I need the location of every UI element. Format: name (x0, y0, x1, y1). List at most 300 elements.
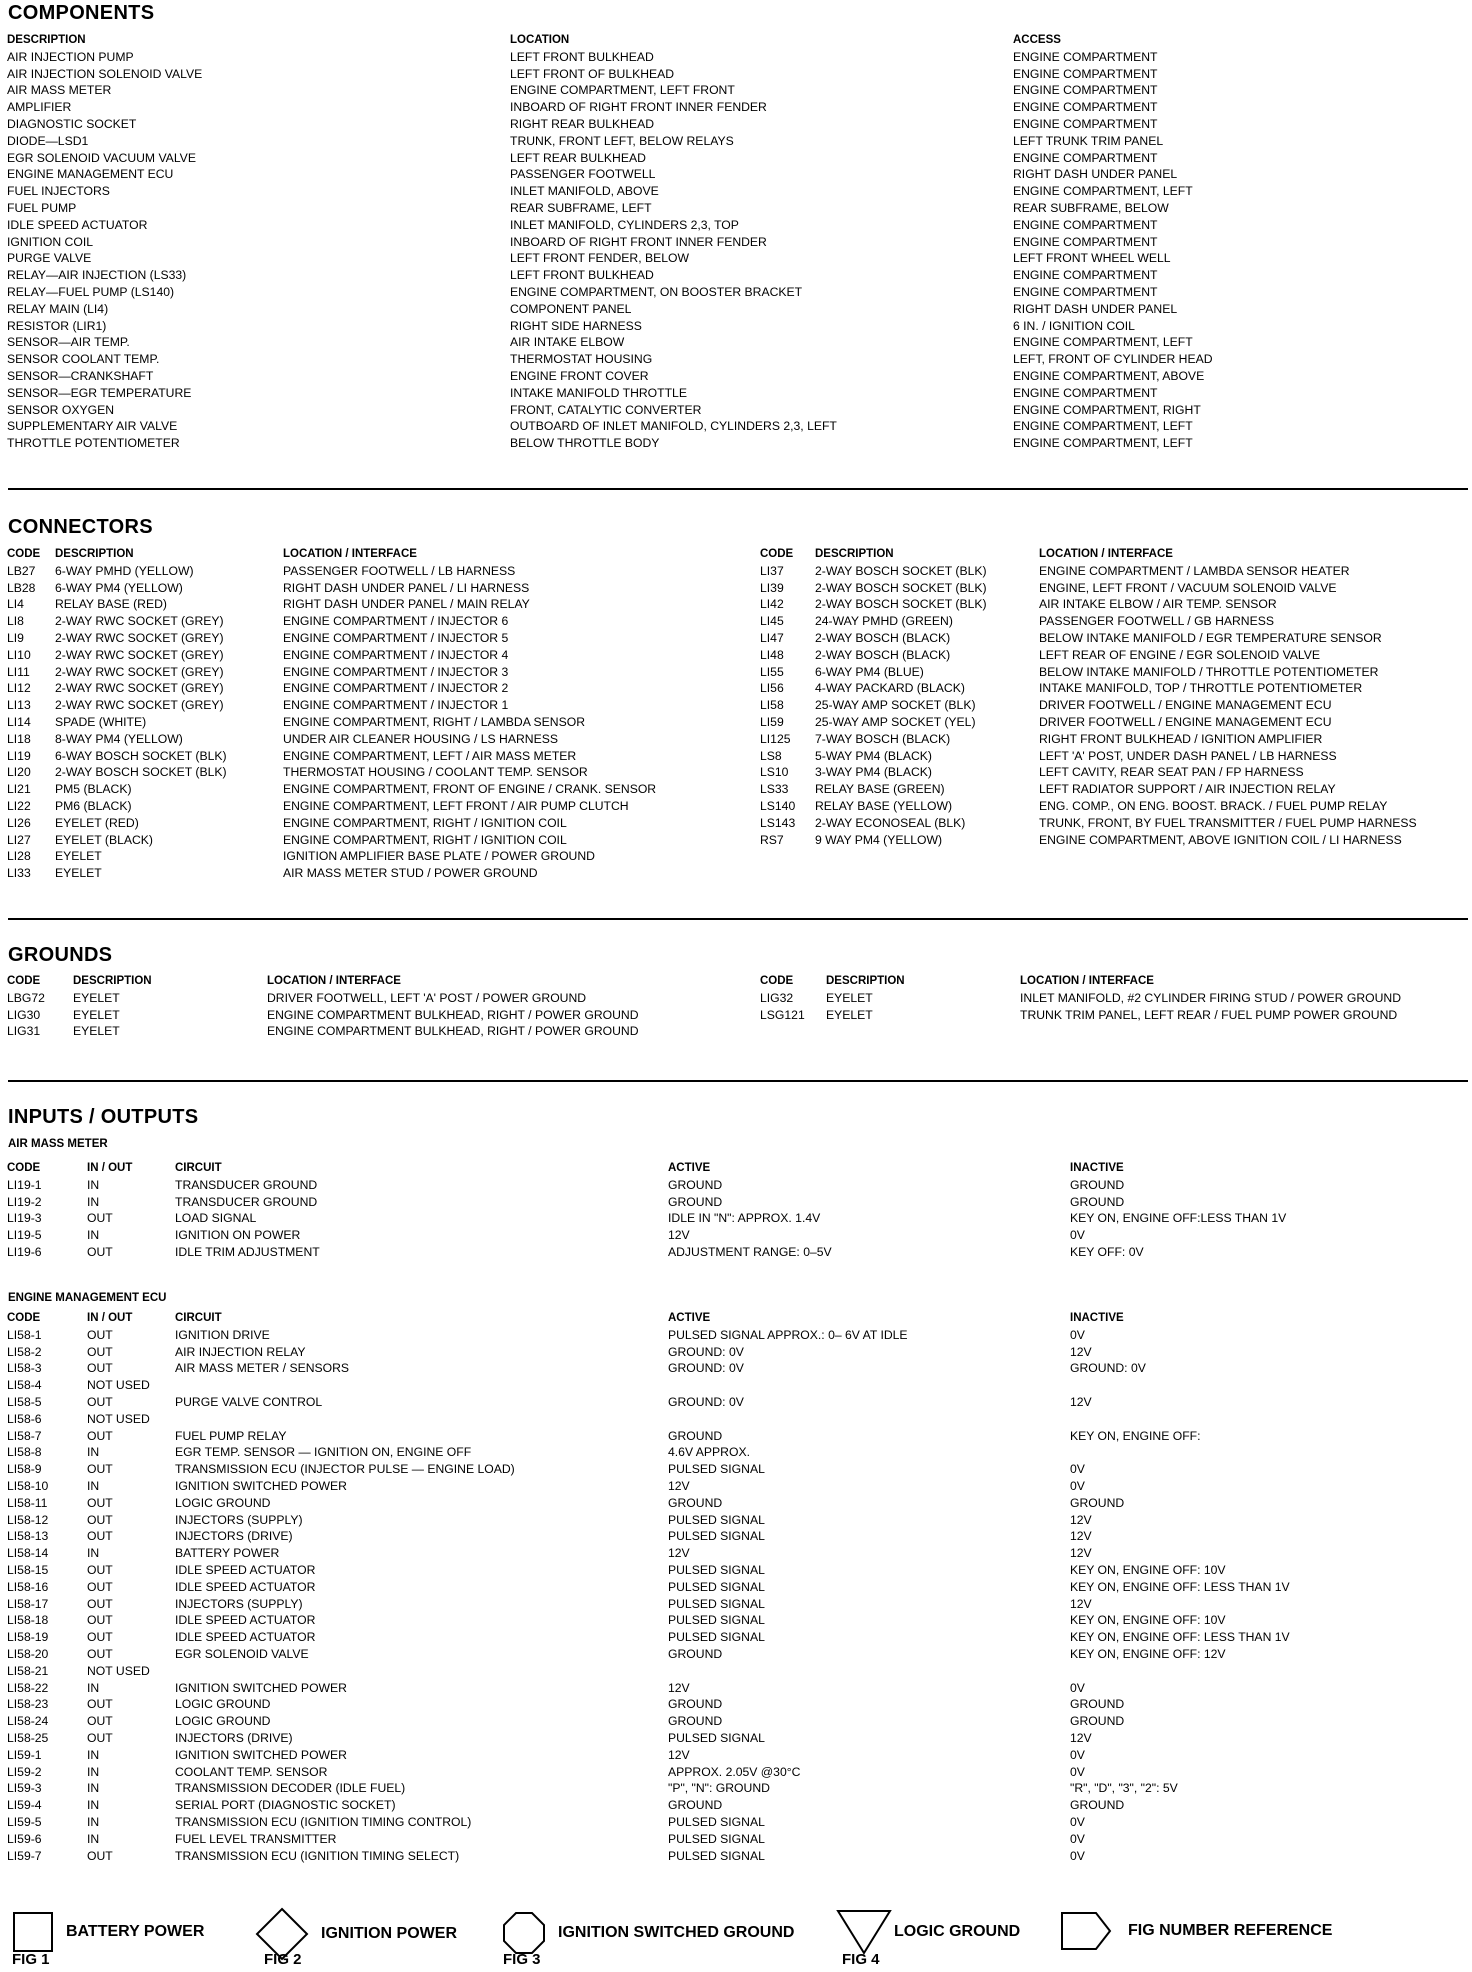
table-cell: LI58-19 (7, 1630, 49, 1645)
column-header: DESCRIPTION (7, 34, 86, 46)
table-row (7, 714, 747, 731)
table-row (7, 284, 1467, 301)
table-cell: ENGINE COMPARTMENT / INJECTOR 5 (283, 630, 509, 645)
table-row (7, 99, 1467, 116)
table-cell: OUT (87, 1344, 113, 1359)
table-cell: LIG32 (760, 990, 794, 1005)
table-cell: LI19-3 (7, 1211, 42, 1226)
table-cell: 5-WAY PM4 (BLACK) (815, 748, 932, 763)
table-row (7, 798, 747, 815)
table-cell: PULSED SIGNAL (668, 1512, 765, 1527)
table-cell: ENGINE COMPARTMENT / INJECTOR 6 (283, 614, 509, 629)
table-cell: LI8 (7, 614, 24, 629)
table-cell: LI22 (7, 798, 31, 813)
table-cell: LEFT FRONT WHEEL WELL (1013, 251, 1171, 266)
table-cell: LI19 (7, 748, 31, 763)
table-row (7, 1562, 1467, 1579)
table-cell: ENGINE COMPARTMENT (1013, 268, 1158, 283)
section-divider (8, 918, 1468, 920)
column-header: LOCATION / INTERFACE (283, 548, 417, 560)
table-cell: BELOW THROTTLE BODY (510, 436, 660, 451)
table-cell: LOGIC GROUND (175, 1495, 271, 1510)
table-cell: IGNITION COIL (7, 234, 93, 249)
table-row (7, 647, 747, 664)
table-cell: ENGINE, LEFT FRONT / VACUUM SOLENOID VALVE (1039, 580, 1337, 595)
table-cell: LI58-10 (7, 1478, 49, 1493)
table-cell: FUEL PUMP RELAY (175, 1428, 287, 1443)
pentagon-arrow-icon (1060, 1911, 1112, 1951)
table-cell: LI27 (7, 832, 31, 847)
table-row (7, 680, 747, 697)
table-row (7, 1512, 1467, 1529)
table-cell: BELOW INTAKE MANIFOLD / EGR TEMPERATURE SENSOR (1039, 630, 1382, 645)
table-row (7, 1344, 1467, 1361)
table-cell: FUEL PUMP (7, 200, 77, 215)
table-row (7, 234, 1467, 251)
table-cell: OUT (87, 1613, 113, 1628)
table-cell: REAR SUBFRAME, BELOW (1013, 200, 1169, 215)
table-cell: LI9 (7, 630, 24, 645)
table-cell: IN (87, 1798, 100, 1813)
fig-label: FIG 2 (264, 1951, 302, 1968)
table-cell: ENGINE COMPARTMENT (1013, 217, 1158, 232)
table-cell: OUT (87, 1630, 113, 1645)
table-cell: 12V (1070, 1344, 1092, 1359)
table-cell: IN (87, 1546, 100, 1561)
table-cell: PULSED SIGNAL (668, 1613, 765, 1628)
table-cell: GROUND (668, 1697, 723, 1712)
table-cell: LEFT FRONT FENDER, BELOW (510, 251, 689, 266)
table-cell: LI58-16 (7, 1579, 49, 1594)
table-cell: AIR INJECTION PUMP (7, 49, 134, 64)
table-cell: INTAKE MANIFOLD THROTTLE (510, 385, 687, 400)
table-cell: LEFT RADIATOR SUPPORT / AIR INJECTION RELAY (1039, 782, 1336, 797)
table-cell: ENGINE COMPARTMENT, RIGHT / LAMBDA SENSOR (283, 714, 586, 729)
table-cell: OUT (87, 1848, 113, 1863)
table-cell: NOT USED (87, 1663, 150, 1678)
table-cell: 6 IN. / IGNITION COIL (1013, 318, 1135, 333)
column-header: CODE (760, 548, 794, 560)
table-cell: SENSOR OXYGEN (7, 402, 115, 417)
table-cell: AIR INJECTION SOLENOID VALVE (7, 66, 203, 81)
table-cell: 2-WAY RWC SOCKET (GREY) (55, 664, 224, 679)
table-cell: LI10 (7, 647, 31, 662)
table-cell: 25-WAY AMP SOCKET (BLK) (815, 698, 976, 713)
table-cell: ENGINE COMPARTMENT BULKHEAD, RIGHT / POWER GROUND (267, 1007, 639, 1022)
table-row (7, 1444, 1467, 1461)
table-cell: TRUNK TRIM PANEL, LEFT REAR / FUEL PUMP POWER GROUND (1020, 1007, 1398, 1022)
table-cell: AIR INJECTION RELAY (175, 1344, 306, 1359)
table-header-row (760, 973, 1465, 990)
table-cell: GROUND (668, 1194, 723, 1209)
table-row (7, 183, 1467, 200)
table-cell: LI58 (760, 698, 784, 713)
table-cell: OUT (87, 1714, 113, 1729)
table-cell: IN (87, 1764, 100, 1779)
legend (0, 1903, 1472, 1972)
table-cell: PULSED SIGNAL (668, 1579, 765, 1594)
table-cell: LI59-1 (7, 1747, 42, 1762)
table-row (7, 1177, 1467, 1194)
table-cell: INJECTORS (SUPPLY) (175, 1596, 303, 1611)
table-cell: AIR MASS METER (7, 83, 112, 98)
components-table (7, 32, 1467, 452)
column-header: CODE (7, 975, 41, 987)
table-cell: LI58-18 (7, 1613, 49, 1628)
table-row (7, 1797, 1467, 1814)
table-cell: PULSED SIGNAL (668, 1529, 765, 1544)
table-row (760, 990, 1465, 1007)
table-cell: LBG72 (7, 990, 45, 1005)
table-cell: INLET MANIFOLD, #2 CYLINDER FIRING STUD / POWER GROUND (1020, 990, 1402, 1005)
table-cell: GROUND (1070, 1798, 1125, 1813)
fig-label: FIG 4 (842, 1951, 880, 1968)
table-row (7, 1545, 1467, 1562)
table-row (760, 613, 1465, 630)
table-cell: LI48 (760, 647, 784, 662)
table-cell: SENSOR—CRANKSHAFT (7, 368, 154, 383)
table-cell: OUT (87, 1495, 113, 1510)
table-cell: KEY ON, ENGINE OFF: 10V (1070, 1613, 1226, 1628)
table-cell: LI58-13 (7, 1529, 49, 1544)
table-cell: LI58-6 (7, 1411, 42, 1426)
table-cell (175, 1377, 668, 1394)
table-cell: 6-WAY PM4 (BLUE) (815, 664, 924, 679)
table-row (7, 1831, 1467, 1848)
table-row (760, 580, 1465, 597)
table-cell: LS143 (760, 815, 796, 830)
table-row (7, 1646, 1467, 1663)
column-header: DESCRIPTION (826, 975, 905, 987)
table-row (7, 1780, 1467, 1797)
table-cell: LS140 (760, 798, 796, 813)
table-cell: 6-WAY PMHD (YELLOW) (55, 563, 194, 578)
table-row (7, 1210, 1467, 1227)
table-cell: DRIVER FOOTWELL / ENGINE MANAGEMENT ECU (1039, 698, 1332, 713)
table-cell: TRANSMISSION ECU (INJECTOR PULSE — ENGINE LOAD) (175, 1462, 515, 1477)
table-cell: OUT (87, 1211, 113, 1226)
column-header: IN / OUT (87, 1312, 133, 1324)
table-row (760, 563, 1465, 580)
table-cell: SERIAL PORT (DIAGNOSTIC SOCKET) (175, 1798, 396, 1813)
table-cell: ENGINE COMPARTMENT / LAMBDA SENSOR HEATER (1039, 563, 1350, 578)
table-cell: RIGHT DASH UNDER PANEL (1013, 301, 1178, 316)
table-cell: ENGINE COMPARTMENT, LEFT FRONT / AIR PUMP CLUTCH (283, 798, 629, 813)
table-cell: LS33 (760, 782, 789, 797)
table-cell: ENGINE COMPARTMENT BULKHEAD, RIGHT / POWER GROUND (267, 1024, 639, 1039)
table-cell: LI59-2 (7, 1764, 42, 1779)
table-cell: ENGINE COMPARTMENT (1013, 150, 1158, 165)
table-cell: LI58-15 (7, 1562, 49, 1577)
table-cell (668, 1377, 1070, 1394)
column-header: ACTIVE (668, 1162, 711, 1174)
table-row (7, 1764, 1467, 1781)
table-cell: IGNITION SWITCHED POWER (175, 1680, 347, 1695)
table-cell: EYELET (73, 1024, 120, 1039)
table-cell: OUT (87, 1596, 113, 1611)
table-cell (1070, 1411, 1465, 1428)
table-row (7, 1680, 1467, 1697)
table-cell: RELAY BASE (RED) (55, 597, 167, 612)
connectors-title: CONNECTORS (8, 516, 153, 538)
table-row (7, 385, 1467, 402)
table-row (7, 418, 1467, 435)
fig-label: FIG 1 (12, 1951, 50, 1968)
table-row (7, 402, 1467, 419)
table-cell: KEY ON, ENGINE OFF: LESS THAN 1V (1070, 1579, 1290, 1594)
table-row (7, 1377, 1467, 1394)
table-row (7, 200, 1467, 217)
table-row (7, 217, 1467, 234)
table-cell: THERMOSTAT HOUSING / COOLANT TEMP. SENSOR (283, 765, 588, 780)
column-header: CIRCUIT (175, 1312, 222, 1324)
table-row (7, 580, 747, 597)
table-row (7, 1814, 1467, 1831)
table-cell: LI39 (760, 580, 784, 595)
table-cell: PULSED SIGNAL (668, 1848, 765, 1863)
table-row (760, 697, 1465, 714)
table-cell: SPADE (WHITE) (55, 714, 147, 729)
table-row (7, 781, 747, 798)
table-cell: GROUND: 0V (668, 1361, 744, 1376)
table-cell: ENGINE COMPARTMENT, LEFT (1013, 436, 1193, 451)
table-row (7, 1629, 1467, 1646)
column-header: ACCESS (1013, 34, 1061, 46)
table-header-row (7, 1310, 1467, 1327)
grounds-table-right (760, 973, 1465, 1023)
column-header: LOCATION (510, 34, 570, 46)
table-cell: ENGINE COMPARTMENT / INJECTOR 4 (283, 647, 509, 662)
table-cell: IN (87, 1228, 100, 1243)
table-cell: IN (87, 1814, 100, 1829)
io-title: INPUTS / OUTPUTS (8, 1106, 199, 1128)
table-cell: EYELET (826, 990, 873, 1005)
table-cell: LI13 (7, 698, 31, 713)
table-cell: GROUND (1070, 1697, 1125, 1712)
table-cell: 12V (668, 1747, 690, 1762)
table-cell: LI59 (760, 714, 784, 729)
table-row (7, 150, 1467, 167)
ecu-table (7, 1310, 1467, 1864)
table-cell: LI59-4 (7, 1798, 42, 1813)
table-cell: SENSOR—AIR TEMP. (7, 335, 130, 350)
table-cell: INJECTORS (DRIVE) (175, 1730, 293, 1745)
table-row (7, 1848, 1467, 1865)
column-header: IN / OUT (87, 1162, 133, 1174)
table-header-row (760, 546, 1465, 563)
legend-label: FIG NUMBER REFERENCE (1128, 1922, 1333, 1939)
table-cell: 2-WAY ECONOSEAL (BLK) (815, 815, 966, 830)
table-row (7, 318, 1467, 335)
section-divider (8, 488, 1468, 490)
table-cell: 12V (1070, 1546, 1092, 1561)
table-cell: LI59-7 (7, 1848, 42, 1863)
table-row (7, 1579, 1467, 1596)
table-cell: GROUND (1070, 1194, 1125, 1209)
table-cell: LI58-4 (7, 1378, 42, 1393)
table-cell: ENGINE COMPARTMENT, RIGHT / IGNITION COIL (283, 832, 567, 847)
table-cell: LI58-23 (7, 1697, 49, 1712)
table-cell: LOAD SIGNAL (175, 1211, 257, 1226)
table-cell: THERMOSTAT HOUSING (510, 352, 653, 367)
table-cell (1070, 1377, 1465, 1394)
table-row (7, 990, 747, 1007)
table-row (7, 748, 747, 765)
table-cell: 12V (1070, 1596, 1092, 1611)
table-cell: 0V (1070, 1764, 1085, 1779)
table-cell: AIR MASS METER STUD / POWER GROUND (283, 866, 538, 881)
table-cell: IN (87, 1680, 100, 1695)
table-header-row (7, 32, 1467, 49)
table-cell: IDLE SPEED ACTUATOR (175, 1613, 316, 1628)
column-header: LOCATION / INTERFACE (267, 975, 401, 987)
table-cell (1070, 1663, 1465, 1680)
table-row (7, 630, 747, 647)
table-row (7, 664, 747, 681)
table-cell: "P", "N": GROUND (668, 1781, 770, 1796)
column-header: ACTIVE (668, 1312, 711, 1324)
table-cell: PULSED SIGNAL APPROX.: 0– 6V AT IDLE (668, 1327, 908, 1342)
table-row (7, 1007, 747, 1024)
table-cell: 0V (1070, 1327, 1085, 1342)
table-cell: 12V (1070, 1512, 1092, 1527)
table-cell: RIGHT DASH UNDER PANEL (1013, 167, 1178, 182)
table-cell: IDLE SPEED ACTUATOR (175, 1630, 316, 1645)
table-cell: ENGINE COMPARTMENT, LEFT / AIR MASS METER (283, 748, 577, 763)
table-cell: KEY ON, ENGINE OFF: 10V (1070, 1562, 1226, 1577)
table-cell: EYELET (826, 1007, 873, 1022)
table-cell: 12V (668, 1680, 690, 1695)
table-header-row (7, 973, 747, 990)
table-cell: EYELET (BLACK) (55, 832, 153, 847)
table-cell: LI42 (760, 597, 784, 612)
table-row (7, 1227, 1467, 1244)
table-row (7, 435, 1467, 452)
column-header: LOCATION / INTERFACE (1039, 548, 1173, 560)
table-cell: IGNITION DRIVE (175, 1327, 270, 1342)
table-cell: 4.6V APPROX. (668, 1445, 750, 1460)
table-cell: LI58-8 (7, 1445, 42, 1460)
table-row (7, 1327, 1467, 1344)
table-cell (668, 1411, 1070, 1428)
table-cell: GROUND (668, 1714, 723, 1729)
table-cell: KEY ON, ENGINE OFF: 12V (1070, 1646, 1226, 1661)
table-cell: OUT (87, 1512, 113, 1527)
table-cell: ENGINE COMPARTMENT / INJECTOR 3 (283, 664, 509, 679)
table-cell: ENGINE COMPARTMENT, ABOVE (1013, 368, 1205, 383)
table-cell: EYELET (55, 866, 102, 881)
table-cell: PURGE VALVE (7, 251, 92, 266)
table-cell: INJECTORS (SUPPLY) (175, 1512, 303, 1527)
table-cell: GROUND (668, 1495, 723, 1510)
table-row (7, 865, 747, 882)
table-cell: RELAY—AIR INJECTION (LS33) (7, 268, 187, 283)
table-cell: LI58-9 (7, 1462, 42, 1477)
table-cell: DRIVER FOOTWELL, LEFT 'A' POST / POWER GROUND (267, 990, 587, 1005)
table-cell: LB28 (7, 580, 36, 595)
table-cell: GROUND: 0V (1070, 1361, 1146, 1376)
table-row (7, 1411, 1467, 1428)
table-row (7, 334, 1467, 351)
table-cell: GROUND (668, 1798, 723, 1813)
table-cell: EYELET (73, 990, 120, 1005)
table-cell: ENGINE COMPARTMENT, RIGHT / IGNITION COIL (283, 815, 567, 830)
table-row (7, 1696, 1467, 1713)
legend-item-battery-power (12, 1911, 204, 1953)
table-cell: LEFT REAR BULKHEAD (510, 150, 646, 165)
table-cell: FUEL LEVEL TRANSMITTER (175, 1831, 337, 1846)
table-cell: 0V (1070, 1462, 1085, 1477)
table-cell: 2-WAY RWC SOCKET (GREY) (55, 614, 224, 629)
table-cell: OUT (87, 1244, 113, 1259)
table-cell: ENGINE MANAGEMENT ECU (7, 167, 174, 182)
table-cell: LI4 (7, 597, 24, 612)
table-row (7, 1394, 1467, 1411)
table-row (7, 1360, 1467, 1377)
table-cell: 2-WAY BOSCH SOCKET (BLK) (55, 765, 227, 780)
table-cell: GROUND (1070, 1714, 1125, 1729)
table-cell: 0V (1070, 1747, 1085, 1762)
table-cell: LEFT TRUNK TRIM PANEL (1013, 133, 1164, 148)
table-row (760, 731, 1465, 748)
table-cell: PULSED SIGNAL (668, 1730, 765, 1745)
legend-label: LOGIC GROUND (894, 1923, 1021, 1940)
table-cell: LI58-25 (7, 1730, 49, 1745)
table-cell: LEFT 'A' POST, UNDER DASH PANEL / LB HARNESS (1039, 748, 1337, 763)
table-cell: IN (87, 1194, 100, 1209)
ecu-subtitle: ENGINE MANAGEMENT ECU (8, 1292, 167, 1304)
column-header: DESCRIPTION (55, 548, 134, 560)
table-cell: 0V (1070, 1680, 1085, 1695)
table-row (7, 596, 747, 613)
table-cell: LI28 (7, 849, 31, 864)
table-row (7, 613, 747, 630)
table-cell: LI19-2 (7, 1194, 42, 1209)
table-cell: INBOARD OF RIGHT FRONT INNER FENDER (510, 100, 767, 115)
table-cell: LIG31 (7, 1024, 41, 1039)
table-cell: LI58-20 (7, 1646, 49, 1661)
components-title: COMPONENTS (8, 2, 155, 24)
table-row (760, 664, 1465, 681)
table-row (7, 1478, 1467, 1495)
table-cell: RS7 (760, 832, 784, 847)
table-cell: AIR INTAKE ELBOW (510, 335, 625, 350)
table-row (7, 1244, 1467, 1261)
table-cell: 12V (1070, 1730, 1092, 1745)
table-cell: COMPONENT PANEL (510, 301, 632, 316)
table-cell: LI14 (7, 714, 31, 729)
table-cell: RELAY—FUEL PUMP (LS140) (7, 284, 175, 299)
table-row (7, 1612, 1467, 1629)
column-header: INACTIVE (1070, 1162, 1124, 1174)
table-cell: ADJUSTMENT RANGE: 0–5V (668, 1244, 832, 1259)
table-cell: LEFT REAR OF ENGINE / EGR SOLENOID VALVE (1039, 647, 1321, 662)
table-cell: RELAY MAIN (LI4) (7, 301, 109, 316)
table-cell: 3-WAY PM4 (BLACK) (815, 765, 932, 780)
table-row (7, 1461, 1467, 1478)
legend-item-logic-ground (836, 1909, 1020, 1955)
table-cell: OUT (87, 1327, 113, 1342)
table-cell: LI21 (7, 782, 31, 797)
table-cell: LB27 (7, 563, 36, 578)
table-cell: ENGINE COMPARTMENT (1013, 234, 1158, 249)
table-cell: IDLE SPEED ACTUATOR (7, 217, 148, 232)
table-cell: BELOW INTAKE MANIFOLD / THROTTLE POTENTIOMETER (1039, 664, 1379, 679)
table-cell: LI58-17 (7, 1596, 49, 1611)
table-cell: KEY ON, ENGINE OFF: (1070, 1428, 1201, 1443)
table-row (7, 731, 747, 748)
table-row (7, 832, 747, 849)
